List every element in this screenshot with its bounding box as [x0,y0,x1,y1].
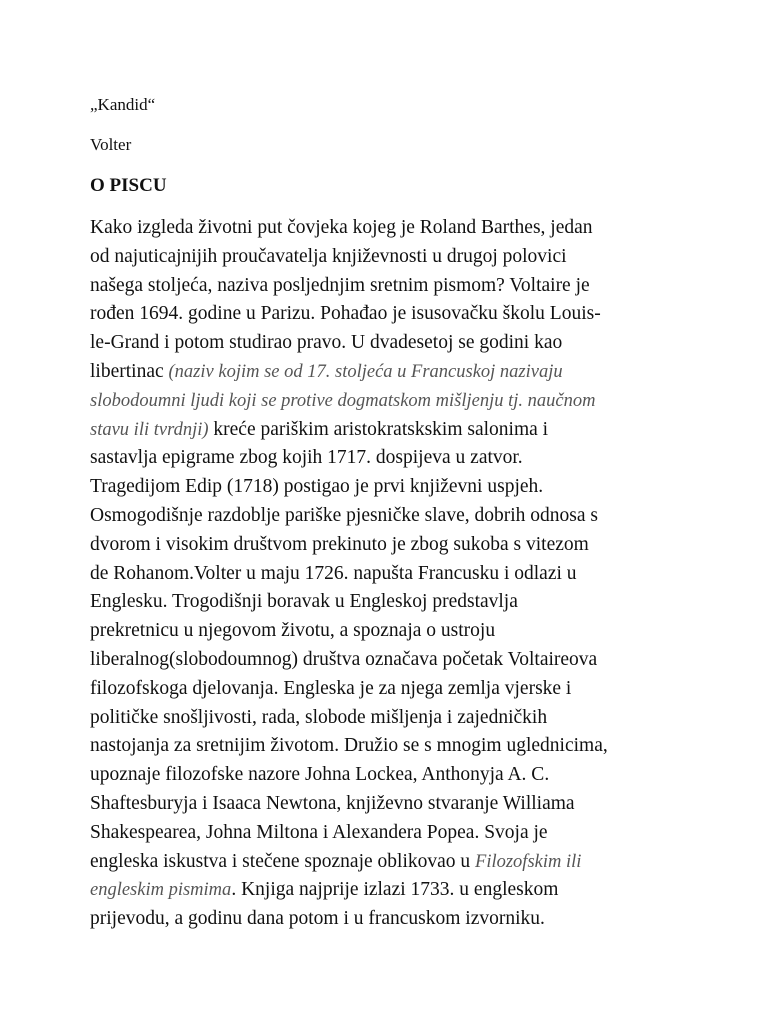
paragraph-line [90,243,680,272]
text-segment: . Knjiga najprije izlazi 1733. u engleskom [231,879,559,901]
text-segment: libertinac [90,360,169,382]
text-segment: političke snošljivosti, rada, slobode mišljenja i zajedničkih [90,706,548,728]
paragraph-line [90,646,680,675]
italic-text-segment: engleskim pismima [90,880,232,901]
text-segment: nastojanja za sretnijim životom. Družio se s mnogim uglednicima, [90,735,608,757]
paragraph-line [90,848,680,877]
text-segment: dvorom i visokim društvom prekinuto je zbog sukoba s vitezom [90,533,589,555]
paragraph-line [90,790,680,819]
text-segment: filozofskoga djelovanja. Engleska je za njega zemlja vjerske i [90,677,572,699]
paragraph-line [90,761,680,790]
paragraph-line [90,358,680,387]
text-segment: Englesku. Trogodišnji boravak u Engleskoj predstavlja [90,591,518,613]
paragraph-line [90,300,680,329]
paragraph-line [90,473,680,502]
paragraph-line [90,732,680,761]
text-segment: Shakespearea, Johna Miltona i Alexandera Popea. Svoja je [90,821,548,843]
paragraph-line [90,214,680,243]
text-segment: Osmogodišnje razdoblje pariške pjesničke slave, dobrih odnosa s [90,504,598,526]
paragraph-line [90,905,680,934]
italic-text-segment: slobodoumni ljudi koji se protive dogmatskom mišljenju tj. naučnom [90,390,596,411]
document-title: „Kandid“ [90,95,156,114]
italic-text-segment: Filozofskim ili [475,851,582,872]
paragraph-line [90,387,680,416]
paragraph-line [90,588,680,617]
text-segment: liberalnog(slobodoumnog) društva označava početak Voltaireova [90,648,598,670]
paragraph-line [90,617,680,646]
text-segment: prijevodu, a godinu dana potom i u francuskom izvorniku. [90,908,545,930]
text-segment: engleska iskustva i stečene spoznaje oblikovao u [90,850,476,872]
body-paragraph [90,214,680,934]
text-segment: sastavlja epigrame zbog kojih 1717. dospijeva u zatvor. [90,447,523,469]
paragraph-line [90,704,680,733]
italic-text-segment: stavu ili tvrdnji) [90,419,209,440]
paragraph-line [90,272,680,301]
text-segment: prekretnicu u njegovom životu, a spoznaja o ustroju [90,620,496,642]
document-author: Volter [90,135,132,154]
paragraph-line [90,876,680,905]
text-segment: de Rohanom.Volter u maju 1726. napušta Francusku i odlazi u [90,562,577,584]
text-segment: našega stoljeća, naziva posljednjim sretnim pismom? Voltaire je [90,274,590,296]
paragraph-line [90,444,680,473]
text-segment: kreće pariškim aristokratskskim salonima i [208,418,549,440]
paragraph-line [90,531,680,560]
paragraph-line [90,329,680,358]
paragraph-line [90,416,680,445]
text-segment: Kako izgleda životni put čovjeka kojeg je Roland Barthes, jedan [90,217,593,238]
paragraph-line [90,819,680,848]
text-segment: od najuticajnijih proučavatelja književnosti u drugoj polovici [90,245,567,267]
text-segment: rođen 1694. godine u Parizu. Pohađao je isusovačku školu Louis- [90,303,601,325]
paragraph-line [90,560,680,589]
text-segment: le-Grand i potom studirao pravo. U dvadesetoj se godini kao [90,332,563,354]
text-segment: upoznaje filozofske nazore Johna Lockea, Anthonyja A. C. [90,764,550,786]
text-segment: Tragedijom Edip (1718) postigao je prvi književni uspjeh. [90,476,544,498]
section-heading: O PISCU [90,175,167,196]
text-segment: Shaftesburyja i Isaaca Newtona, književno stvaranje Williama [90,792,575,814]
italic-text-segment: (naziv kojim se od 17. stoljeća u Francuskoj nazivaju [168,361,563,382]
paragraph-line [90,502,680,531]
paragraph-line [90,675,680,704]
